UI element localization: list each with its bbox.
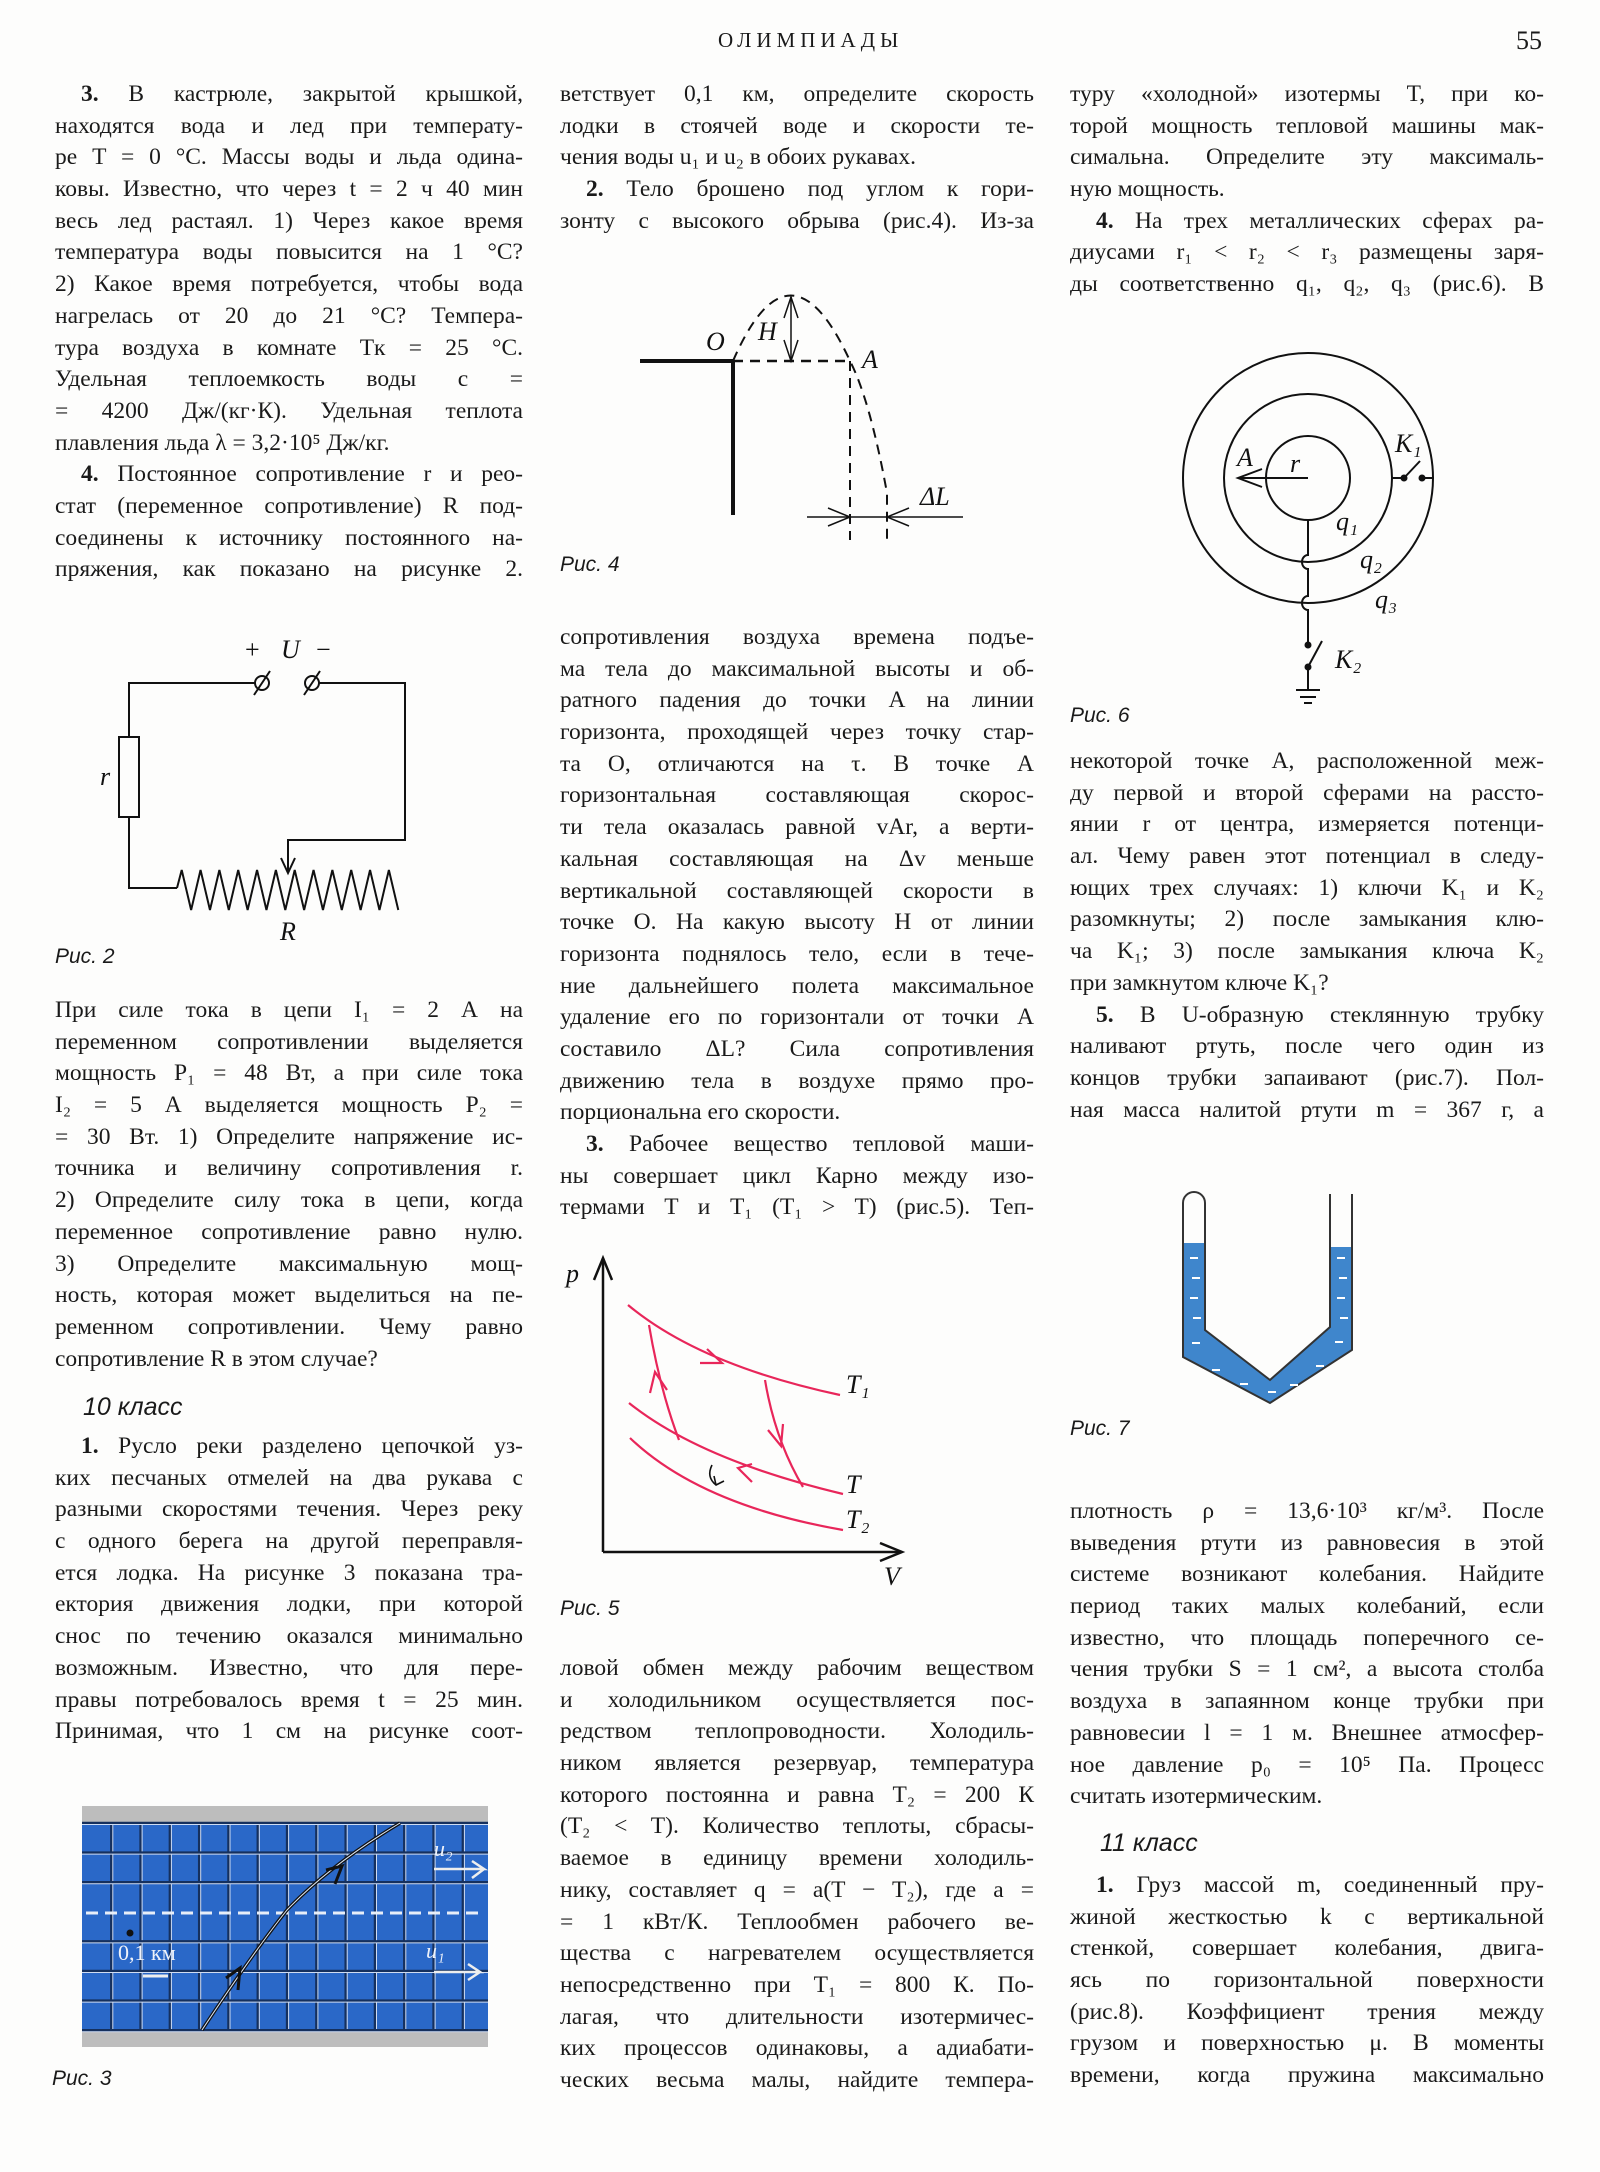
- problem-text: На трех металлических сферах ра-: [1113, 207, 1544, 234]
- text-line: известно, что площадь поперечного се-: [1070, 1624, 1544, 1651]
- text-line: симальна. Определите эту максималь-: [1070, 144, 1544, 171]
- label-plus: +: [245, 635, 260, 664]
- label-A: A: [862, 345, 878, 374]
- label-O: O: [706, 327, 725, 356]
- text-line: ды соответственно q₁, q₂, q₃ (рис.6). В: [1070, 271, 1544, 298]
- text-line: концов трубки запаивают (рис.7). Пол-: [1070, 1064, 1544, 1091]
- text-line: точке O. На какую высоту H от линии: [560, 909, 1034, 936]
- text-line: = 4200 Дж/(кг·К). Удельная теплота: [55, 397, 523, 424]
- text-line: времени, когда пружина максимально: [1070, 2062, 1544, 2089]
- text-line: считать изотермическим.: [1070, 1783, 1323, 1810]
- label-T1: T₁: [846, 1370, 870, 1399]
- text-line: (рис.8). Коэффициент трения между: [1070, 1998, 1544, 2025]
- text-line: ких песчаных отмелей на два рукава с: [55, 1464, 523, 1491]
- text-line: горизонтальная составляющая скорос-: [560, 782, 1034, 809]
- text-line: грузом и поверхностью μ. В моменты: [1070, 2030, 1544, 2057]
- text-line: кальная составляющая на Δv меньше: [560, 845, 1034, 872]
- problem-number: 4.: [81, 461, 99, 488]
- text-line: ратного падения до точки A на линии: [560, 687, 1034, 714]
- isotherm-T2: [630, 1438, 843, 1530]
- text-line: непосредственно при T₁ = 800 К. По-: [560, 1971, 1034, 1998]
- problem-text: Постоянное сопротивление r и рео-: [98, 461, 523, 488]
- text-line: ческих весьма малы, найдите темпера-: [560, 2066, 1034, 2093]
- label-q2: q₂: [1360, 545, 1383, 574]
- figure-caption: Рис. 2: [55, 945, 115, 968]
- problem-text: Тело брошено под углом к гори-: [603, 176, 1034, 203]
- text-line: зонту с высокого обрыва (рис.4). Из-за: [560, 207, 1034, 234]
- text-line: ние дальнейшего полета максимальное: [560, 972, 1034, 999]
- problem-text: Груз массой m, соединенный пру-: [1113, 1872, 1544, 1898]
- label-R: R: [280, 917, 296, 946]
- text-line: стенкой, совершает колебания, двига-: [1070, 1935, 1544, 1962]
- label-K2: K₂: [1335, 645, 1362, 674]
- problem-number: 3.: [81, 81, 99, 107]
- text-line: плавления льда λ = 3,2·10⁵ Дж/кг.: [55, 429, 390, 456]
- text-line: ре T = 0 °C. Массы воды и льда одина-: [55, 144, 523, 171]
- text-line: ковы. Известно, что через t = 2 ч 40 мин: [55, 176, 523, 203]
- wire: [288, 683, 405, 873]
- text-line: туру «холодной» изотермы T, при ко-: [1070, 81, 1544, 107]
- text-line: с одного берега на другой переправля-: [55, 1528, 523, 1555]
- text-line: щества с нагревателем осуществляется: [560, 1940, 1034, 1967]
- text-line: торой мощность тепловой машины мак-: [1070, 112, 1544, 139]
- text-line: ловой обмен между рабочим веществом: [560, 1655, 1034, 1681]
- text-line: I₂ = 5 А выделяется мощность P₂ =: [55, 1092, 523, 1119]
- text-line: пряжения, как показано на рисунке 2.: [55, 556, 523, 583]
- axis-label-V: V: [884, 1562, 900, 1591]
- wire: [129, 817, 177, 888]
- text-line: стат (переменное сопротивление) R под-: [55, 492, 523, 519]
- text-line: нику, составляет q = a(T − T₂), где a =: [560, 1876, 1034, 1903]
- river-diagram: [82, 1806, 488, 2047]
- text-line: Принимая, что 1 см на рисунке соот-: [55, 1718, 523, 1745]
- text-line: правы потребовалось время t = 25 мин.: [55, 1686, 523, 1713]
- label-minus: −: [316, 635, 331, 664]
- text-line: ектория движения лодки, при которой: [55, 1591, 523, 1618]
- figure-caption: Рис. 3: [52, 2067, 112, 2090]
- problem-text: Рабочее вещество тепловой маши-: [603, 1131, 1034, 1157]
- text-line: ясь по горизонтальной поверхности: [1070, 1967, 1544, 1994]
- text-line: удаление его по горизонтали от точки A: [560, 1004, 1034, 1031]
- figure-caption: Рис. 6: [1070, 704, 1130, 727]
- text-line: 3) Определите максимальную мощ-: [55, 1250, 523, 1277]
- text-line: ность, которая может выделиться на пе-: [55, 1282, 523, 1309]
- circuit-diagram: [119, 671, 405, 910]
- text-line: разомкнуты; 2) после замыкания клю-: [1070, 906, 1544, 933]
- problem-number: 3.: [586, 1131, 604, 1157]
- text-line: некоторой точке A, расположенной меж-: [1070, 748, 1544, 774]
- problem-number: 4.: [1096, 207, 1114, 234]
- resistor-r: [119, 737, 139, 817]
- label-T2: T₂: [846, 1505, 870, 1534]
- text-line: = 1 кВт/К. Теплообмен рабочего ве-: [560, 1908, 1034, 1935]
- text-line: тура воздуха в комнате Tк = 25 °C.: [55, 334, 523, 361]
- text-line: 2) Определите силу тока в цепи, когда: [55, 1187, 523, 1214]
- spheres-diagram: [1183, 353, 1433, 703]
- problem-number: 1.: [81, 1433, 99, 1459]
- text-line: ал. Чему равен этот потенциал в следу-: [1070, 843, 1544, 870]
- text-line: ны совершает цикл Карно между изо-: [560, 1162, 1034, 1189]
- grade-10-heading: 10 класс: [83, 1393, 183, 1421]
- text-line: жиной жесткостью k с вертикальной: [1070, 1903, 1544, 1930]
- problem-text: В U-образную стеклянную трубку: [1113, 1001, 1544, 1028]
- text-line: горизонта, проходящей через точку стар-: [560, 719, 1034, 746]
- text-line: ющих трех случаях: 1) ключи K₁ и K₂: [1070, 874, 1544, 901]
- text-line: горизонта поднялось тело, если в тече-: [560, 940, 1034, 967]
- text-line: снос по течению оказался минимально: [55, 1623, 523, 1650]
- problem-number: 5.: [1096, 1001, 1114, 1028]
- text-line: ти тела оказалась равной vAr, а верти-: [560, 814, 1034, 841]
- text-line: вертикальной составляющей скорости в: [560, 877, 1034, 904]
- running-header: ОЛИМПИАДЫ: [718, 28, 904, 52]
- rheostat-R: [177, 870, 398, 910]
- text-line: соединены к источнику постоянного на-: [55, 524, 523, 551]
- label-A: A: [1237, 443, 1253, 472]
- isotherm-T: [629, 1403, 843, 1494]
- text-line: температура воды повысится на 1 °C?: [55, 239, 523, 266]
- text-line: находятся вода и лед при температу-: [55, 112, 523, 139]
- u-tube-diagram: [1183, 1192, 1352, 1403]
- text-line: = 30 Вт. 1) Определите напряжение ис-: [55, 1123, 523, 1150]
- text-line: порциональна его скорости.: [560, 1099, 841, 1126]
- text-line: равновесии l = 1 м. Внешнее атмосфер-: [1070, 1719, 1544, 1746]
- text-line: системе возникают колебания. Найдите: [1070, 1561, 1544, 1588]
- label-K1: K₁: [1395, 429, 1422, 458]
- text-line: сопротивление R в этом случае?: [55, 1345, 378, 1372]
- label-U: U: [281, 635, 300, 664]
- text-line: редством теплопроводности. Холодиль-: [560, 1718, 1034, 1745]
- text-line: нагрелась от 20 до 21 °C? Темпера-: [55, 302, 523, 329]
- text-line: переменное сопротивление равно нулю.: [55, 1218, 523, 1245]
- text-line: сопротивления воздуха времена подъе-: [560, 624, 1034, 650]
- text-line: термами T и T₁ (T₁ > T) (рис.5). Теп-: [560, 1194, 1034, 1221]
- figure-caption: Рис. 7: [1070, 1417, 1130, 1440]
- text-line: период таких малых колебаний, если: [1070, 1593, 1544, 1620]
- text-line: лодки в стоячей воде и скорости те-: [560, 112, 1034, 139]
- problem-number: 2.: [586, 176, 604, 203]
- text-line: воздуха в запаянном конце трубки при: [1070, 1688, 1544, 1715]
- text-line: точника и величину сопротивления r.: [55, 1155, 523, 1182]
- text-line: движению тела в воздухе прямо про-: [560, 1067, 1034, 1094]
- grade-11-heading: 11 класс: [1100, 1829, 1198, 1857]
- wire: [129, 683, 255, 737]
- text-line: чения трубки S = 1 см², а высота столба: [1070, 1656, 1544, 1683]
- text-line: и холодильником осуществляется пос-: [560, 1686, 1034, 1713]
- text-line: ча K₁; 3) после замыкания ключа K₂: [1070, 938, 1544, 965]
- text-line: Удельная теплоемкость воды c =: [55, 366, 523, 393]
- text-line: при замкнутом ключе K₁?: [1070, 969, 1329, 996]
- text-line: ветствует 0,1 км, определите скорость: [560, 81, 1034, 107]
- text-line: выведения ртути из равновесия в этой: [1070, 1529, 1544, 1556]
- text-line: ную мощность.: [1070, 176, 1225, 203]
- text-line: 2) Какое время потребуется, чтобы вода: [55, 271, 523, 298]
- label-H: H: [758, 317, 777, 346]
- text-line: чения воды u₁ и u₂ в обоих рукавах.: [560, 144, 916, 171]
- label-q1: q₁: [1336, 507, 1359, 536]
- text-line: та O, отличаются на τ. В точке A: [560, 750, 1034, 777]
- projectile-diagram: [640, 296, 963, 541]
- text-line: ная масса налитой ртути m = 367 г, а: [1070, 1096, 1544, 1123]
- label-r: r: [1290, 449, 1301, 478]
- label-delta-L: ΔL: [920, 482, 950, 511]
- problem-text: В кастрюле, закрытой крышкой,: [98, 81, 523, 107]
- label-T: T: [846, 1470, 861, 1499]
- text-line: мощность P₁ = 48 Вт, а при силе тока: [55, 1060, 523, 1087]
- label-r: r: [100, 762, 111, 791]
- text-line: ное давление p₀ = 10⁵ Па. Процесс: [1070, 1751, 1544, 1778]
- text-line: переменном сопротивлении выделяется: [55, 1028, 523, 1055]
- text-line: ником является резервуар, температура: [560, 1750, 1034, 1777]
- text-line: (T₂ < T). Количество теплоты, сбрасы-: [560, 1813, 1034, 1840]
- label-q3: q₃: [1375, 585, 1398, 614]
- axis-label-p: p: [566, 1259, 579, 1288]
- text-line: ма тела до максимальной высоты и об-: [560, 655, 1034, 682]
- figure-caption: Рис. 4: [560, 553, 620, 576]
- figure-caption: Рис. 5: [560, 1597, 620, 1620]
- text-line: При силе тока в цепи I₁ = 2 А на: [55, 997, 523, 1023]
- problem-number: 1.: [1096, 1872, 1114, 1898]
- text-line: ду первой и второй сферами на рассто-: [1070, 779, 1544, 806]
- text-line: плотность ρ = 13,6·10³ кг/м³. После: [1070, 1498, 1544, 1524]
- label-u1: u₁: [426, 1938, 445, 1963]
- text-line: янии r от центра, измеряется потенци-: [1070, 811, 1544, 838]
- problem-text: Русло реки разделено цепочкой уз-: [98, 1433, 523, 1459]
- text-line: диусами r₁ < r₂ < r₃ размещены заря-: [1070, 239, 1544, 266]
- text-line: разными скоростями течения. Через реку: [55, 1496, 523, 1523]
- text-line: ваемое в единицу времени холодиль-: [560, 1845, 1034, 1872]
- text-line: ется лодка. На рисунке 3 показана тра-: [55, 1559, 523, 1586]
- text-line: составило ΔL? Сила сопротивления: [560, 1035, 1034, 1062]
- text-line: возможным. Известно, что для пере-: [55, 1654, 523, 1681]
- text-line: весь лед растаял. 1) Через какое время: [55, 207, 523, 234]
- text-line: наливают ртуть, после чего один из: [1070, 1033, 1544, 1060]
- scale-label: 0,1 км: [118, 1940, 176, 1965]
- text-line: ких процессов одинаковы, а адиабати-: [560, 2035, 1034, 2062]
- text-line: которого постоянна и равна T₂ = 200 К: [560, 1781, 1034, 1808]
- label-u2: u₂: [434, 1836, 453, 1861]
- page-number: 55: [1516, 26, 1542, 55]
- text-line: ременном сопротивлении. Чему равно: [55, 1313, 523, 1340]
- text-line: лагая, что длительности изотермичес-: [560, 2003, 1034, 2030]
